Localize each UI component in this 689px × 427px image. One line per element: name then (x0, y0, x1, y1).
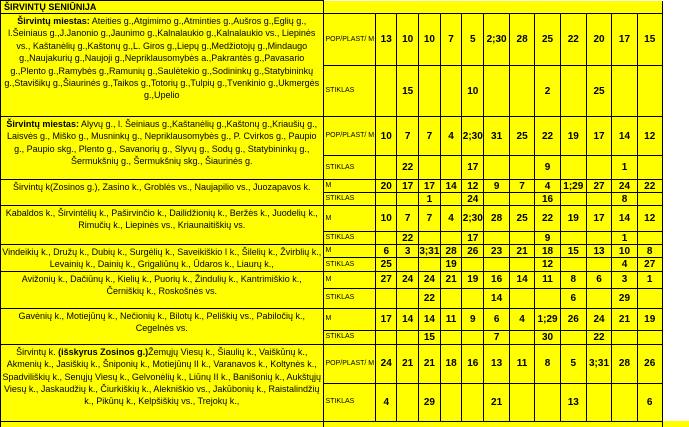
pickup-day-cell[interactable]: 6 (560, 288, 586, 308)
pickup-day-cell[interactable]: 5 (462, 14, 484, 66)
pickup-day-cell[interactable]: 3 (612, 271, 637, 288)
pickup-day-cell[interactable]: 27 (376, 271, 397, 288)
area-description[interactable] (1, 206, 324, 245)
pickup-day-cell[interactable]: 17 (586, 206, 612, 232)
pickup-day-cell[interactable]: 16 (462, 344, 484, 383)
pickup-day-cell[interactable] (560, 193, 586, 206)
pickup-day-cell[interactable]: 24 (612, 180, 637, 193)
pickup-day-cell[interactable]: 25 (509, 117, 534, 156)
pickup-day-cell[interactable]: 25 (586, 66, 612, 117)
pickup-day-cell[interactable] (376, 156, 397, 180)
pickup-day-cell[interactable]: 21 (418, 344, 440, 383)
pickup-day-cell[interactable]: 14 (612, 117, 637, 156)
waste-type-cell[interactable]: STIKLAS (323, 193, 376, 206)
pickup-day-cell[interactable]: 8 (560, 271, 586, 288)
pickup-day-cell[interactable]: 7 (418, 117, 440, 156)
area-description[interactable] (1, 245, 324, 272)
waste-type-cell[interactable]: STIKLAS (323, 330, 376, 344)
pickup-day-cell[interactable]: 4 (509, 308, 534, 330)
waste-type-cell[interactable]: M (323, 180, 376, 193)
pickup-day-cell[interactable]: 7 (397, 117, 418, 156)
pickup-day-cell[interactable] (637, 193, 662, 206)
pickup-day-cell[interactable]: 28 (509, 14, 534, 66)
pickup-day-cell[interactable]: 15 (637, 14, 662, 66)
pickup-day-cell[interactable]: 14 (397, 308, 418, 330)
pickup-day-cell[interactable] (440, 330, 461, 344)
area-description[interactable] (1, 117, 324, 180)
pickup-day-cell[interactable]: 22 (560, 14, 586, 66)
waste-type-cell[interactable]: STIKLAS (323, 66, 376, 117)
pickup-day-cell[interactable] (560, 232, 586, 245)
pickup-day-cell[interactable]: 28 (612, 344, 637, 383)
pickup-day-cell[interactable]: 19 (637, 308, 662, 330)
gap-cell (662, 271, 689, 288)
pickup-day-cell[interactable]: 27 (586, 180, 612, 193)
gap-cell (662, 308, 689, 330)
pickup-day-cell[interactable] (535, 288, 561, 308)
pickup-day-cell[interactable] (440, 232, 461, 245)
pickup-day-cell[interactable]: 7 (440, 14, 461, 66)
pickup-day-cell[interactable] (637, 288, 662, 308)
gap-cell (662, 117, 689, 156)
pickup-day-cell[interactable]: 11 (440, 308, 461, 330)
pickup-day-cell[interactable]: 19 (560, 206, 586, 232)
pickup-day-cell[interactable] (376, 330, 397, 344)
pickup-day-cell[interactable]: 19 (462, 271, 484, 288)
pickup-day-cell[interactable] (484, 232, 510, 245)
pickup-day-cell[interactable]: 1;29 (560, 180, 586, 193)
gap-cell (662, 245, 689, 258)
waste-type-cell[interactable]: STIKLAS (323, 156, 376, 180)
pickup-day-cell[interactable]: 25 (509, 206, 534, 232)
pickup-day-cell[interactable] (509, 156, 534, 180)
pickup-day-cell[interactable]: 7 (397, 206, 418, 232)
pickup-day-cell[interactable]: 10 (376, 206, 397, 232)
pickup-day-cell[interactable]: 22 (397, 232, 418, 245)
pickup-day-cell[interactable] (484, 156, 510, 180)
pickup-day-cell[interactable] (418, 66, 440, 117)
pickup-day-cell[interactable]: 18 (440, 344, 461, 383)
gap-cell (662, 344, 689, 383)
pickup-day-cell[interactable]: 10 (397, 14, 418, 66)
pickup-day-cell[interactable] (509, 383, 534, 421)
pickup-day-cell[interactable] (440, 156, 461, 180)
pickup-day-cell[interactable] (612, 383, 637, 421)
pickup-day-cell[interactable]: 25 (535, 14, 561, 66)
pickup-day-cell[interactable]: 14 (418, 308, 440, 330)
schedule-row (1, 14, 689, 66)
pickup-day-cell[interactable]: 2 (535, 66, 561, 117)
pickup-day-cell[interactable] (560, 330, 586, 344)
schedule-row (1, 117, 689, 156)
pickup-day-cell[interactable]: 4 (535, 180, 561, 193)
area-streets: Alyvų g., l. Šeiniaus g.,Kaštanėlių g.,Kaštonų g.,Kriaušių g., Laisvės g., Miško g., Musninkų g., Nepriklausomybės g., P. Cvirkos g., Paupio g., Paupio skg., Plento g., Savanorių g., Slyvų g., Sodų g., Statybininkų g., Šermukšnių g., Šermukšnių skg., Šiaurinės g. (7, 119, 317, 166)
pickup-day-cell[interactable] (376, 193, 397, 206)
pickup-day-cell[interactable]: 24 (586, 308, 612, 330)
pickup-day-cell[interactable]: 7 (418, 206, 440, 232)
pickup-day-cell[interactable]: 4 (440, 117, 461, 156)
pickup-day-cell[interactable] (418, 258, 440, 271)
pickup-day-cell[interactable] (462, 383, 484, 421)
gap-cell (662, 14, 689, 66)
gap-cell (662, 421, 689, 427)
area-streets: Vindeikių k., Družų k., Dubių k., Surgėlių k., Saveikiškio I k., Šilelių k., Žvirblių k., Levainių k., Dainių k., Grigaliūnų k., Ūdaros k., Liaurų k., (2, 247, 321, 269)
pickup-day-cell[interactable]: 21 (509, 245, 534, 258)
pickup-day-cell[interactable]: 17 (376, 308, 397, 330)
pickup-day-cell[interactable]: 24 (376, 344, 397, 383)
pickup-day-cell[interactable]: 7 (484, 330, 510, 344)
pickup-day-cell[interactable]: 13 (560, 383, 586, 421)
pickup-day-cell[interactable] (637, 156, 662, 180)
pickup-day-cell[interactable] (509, 193, 534, 206)
pickup-day-cell[interactable]: 9 (535, 156, 561, 180)
pickup-day-cell[interactable] (440, 383, 461, 421)
pickup-day-cell[interactable]: 28 (440, 245, 461, 258)
pickup-day-cell[interactable] (509, 288, 534, 308)
pickup-day-cell[interactable]: 19 (560, 117, 586, 156)
next-row-area-cell[interactable] (1, 421, 324, 427)
pickup-day-cell[interactable]: 12 (462, 180, 484, 193)
pickup-day-cell[interactable]: 12 (637, 117, 662, 156)
header-row (1, 1, 689, 14)
pickup-day-cell[interactable]: 5 (560, 344, 586, 383)
pickup-day-cell[interactable]: 4 (440, 206, 461, 232)
pickup-day-cell[interactable]: 1 (637, 271, 662, 288)
pickup-day-cell[interactable]: 12 (535, 258, 561, 271)
pickup-day-cell[interactable]: 14 (612, 206, 637, 232)
pickup-day-cell[interactable] (586, 288, 612, 308)
next-row-partial (1, 421, 689, 427)
pickup-day-cell[interactable] (509, 258, 534, 271)
pickup-day-cell[interactable] (637, 330, 662, 344)
waste-type-cell[interactable]: STIKLAS (323, 232, 376, 245)
pickup-day-cell[interactable] (509, 66, 534, 117)
pickup-day-cell[interactable] (484, 258, 510, 271)
pickup-day-cell[interactable] (586, 232, 612, 245)
pickup-day-cell[interactable] (376, 66, 397, 117)
pickup-day-cell[interactable] (397, 383, 418, 421)
schedule-row (1, 271, 689, 288)
area-description[interactable] (1, 271, 324, 308)
pickup-day-cell[interactable] (509, 232, 534, 245)
pickup-day-cell[interactable]: 26 (637, 344, 662, 383)
gap-cell (662, 258, 689, 271)
pickup-day-cell[interactable]: 11 (509, 344, 534, 383)
pickup-day-cell[interactable]: 30 (535, 330, 561, 344)
pickup-day-cell[interactable] (462, 330, 484, 344)
pickup-day-cell[interactable] (397, 330, 418, 344)
pickup-day-cell[interactable] (612, 66, 637, 117)
pickup-day-cell[interactable] (612, 330, 637, 344)
pickup-day-cell[interactable] (560, 66, 586, 117)
pickup-day-cell[interactable] (440, 193, 461, 206)
gap-cell (662, 180, 689, 193)
waste-type-cell[interactable]: M (323, 271, 376, 288)
pickup-day-cell[interactable]: 24 (418, 271, 440, 288)
pickup-day-cell[interactable]: 26 (462, 245, 484, 258)
schedule-row (1, 344, 689, 383)
area-description[interactable] (1, 308, 324, 344)
pickup-day-cell[interactable] (586, 156, 612, 180)
waste-type-cell[interactable]: POP/PLAST/ M (323, 117, 376, 156)
pickup-day-cell[interactable] (586, 258, 612, 271)
pickup-day-cell[interactable]: 9 (484, 180, 510, 193)
pickup-day-cell[interactable]: 10 (612, 245, 637, 258)
pickup-day-cell[interactable] (484, 193, 510, 206)
gap-cell (662, 330, 689, 344)
pickup-day-cell[interactable] (586, 383, 612, 421)
area-streets: Žemųjų Viesų k., Šiaulių k., Vaiškūnų k., Akmenių k., Jasiškių k., Šniponių k., Motiejūnų II k., Varanavos k., Koltynės k., Spadviliškių k., Senųjų Viesų k., Gelvonėlių k., Liūnų II k., Banišonių k., Aukštųjų Viesų k., Jaskaudžių k., Čiurkiškių k., Alekniškio vs., Jakūbonių k., Raistalindžių k., Pikūnų k., Kelpšiškių vs., Trejokų k., (3, 347, 322, 407)
pickup-day-cell[interactable]: 24 (462, 193, 484, 206)
pickup-day-cell[interactable]: 14 (440, 180, 461, 193)
area-streets: Kabaldos k., Širvintėlių k., Paširvinčio k., Dailidžionių k., Beržės k., Juodelių k., Rimučių k., Liepinės vs., Kriaunaitiškių vs. (6, 208, 318, 230)
pickup-day-cell[interactable]: 8 (637, 245, 662, 258)
pickup-day-cell[interactable]: 12 (637, 206, 662, 232)
pickup-day-cell[interactable]: 3;31 (418, 245, 440, 258)
pickup-day-cell[interactable]: 2;30 (484, 14, 510, 66)
pickup-day-cell[interactable]: 22 (535, 206, 561, 232)
pickup-day-cell[interactable]: 13 (376, 14, 397, 66)
pickup-day-cell[interactable]: 2;30 (462, 117, 484, 156)
gap-cell (662, 232, 689, 245)
pickup-day-cell[interactable] (560, 156, 586, 180)
schedule-row (1, 245, 689, 258)
pickup-day-cell[interactable]: 6 (586, 271, 612, 288)
pickup-day-cell[interactable] (376, 232, 397, 245)
area-description[interactable] (1, 180, 324, 206)
pickup-day-cell[interactable]: 15 (397, 66, 418, 117)
pickup-day-cell[interactable]: 20 (376, 180, 397, 193)
pickup-day-cell[interactable]: 23 (484, 245, 510, 258)
pickup-day-cell[interactable]: 8 (535, 344, 561, 383)
pickup-day-cell[interactable]: 21 (484, 383, 510, 421)
pickup-day-cell[interactable] (509, 330, 534, 344)
pickup-day-cell[interactable] (440, 288, 461, 308)
pickup-day-cell[interactable]: 28 (484, 206, 510, 232)
gap-cell (662, 383, 689, 421)
pickup-day-cell[interactable] (560, 258, 586, 271)
pickup-day-cell[interactable]: 10 (376, 117, 397, 156)
pickup-day-cell[interactable]: 21 (440, 271, 461, 288)
pickup-day-cell[interactable]: 21 (397, 344, 418, 383)
pickup-day-cell[interactable]: 22 (418, 288, 440, 308)
gap-cell (662, 193, 689, 206)
pickup-day-cell[interactable] (586, 193, 612, 206)
pickup-day-cell[interactable]: 22 (586, 330, 612, 344)
area-exclusion-note: (išskyrus Zosinos g.) (58, 347, 148, 357)
waste-type-cell[interactable]: STIKLAS (323, 258, 376, 271)
pickup-day-cell[interactable]: 14 (484, 288, 510, 308)
gap-cell (662, 288, 689, 308)
pickup-day-cell[interactable]: 22 (535, 117, 561, 156)
pickup-day-cell[interactable] (418, 232, 440, 245)
area-description[interactable] (1, 14, 324, 117)
pickup-day-cell[interactable] (535, 383, 561, 421)
pickup-day-cell[interactable] (484, 66, 510, 117)
pickup-day-cell[interactable]: 21 (612, 308, 637, 330)
pickup-day-cell[interactable]: 9 (462, 308, 484, 330)
schedule-row (1, 180, 689, 193)
area-description[interactable] (1, 344, 324, 421)
pickup-day-cell[interactable]: 17 (586, 117, 612, 156)
pickup-day-cell[interactable]: 22 (397, 156, 418, 180)
area-text-before: Širvintų k. (16, 347, 58, 357)
pickup-day-cell[interactable]: 31 (484, 117, 510, 156)
pickup-day-cell[interactable]: 13 (484, 344, 510, 383)
pickup-day-cell[interactable]: 14 (509, 271, 534, 288)
pickup-day-cell[interactable] (397, 193, 418, 206)
pickup-day-cell[interactable]: 13 (586, 245, 612, 258)
gap-cell (662, 156, 689, 180)
header-filler (323, 1, 662, 14)
pickup-day-cell[interactable] (376, 288, 397, 308)
pickup-day-cell[interactable]: 6 (637, 383, 662, 421)
waste-type-cell[interactable]: M (323, 245, 376, 258)
pickup-day-cell[interactable]: 1;29 (535, 308, 561, 330)
pickup-day-cell[interactable]: 3 (397, 245, 418, 258)
waste-type-cell[interactable]: M (323, 308, 376, 330)
pickup-day-cell[interactable] (397, 258, 418, 271)
pickup-day-cell[interactable]: 10 (418, 14, 440, 66)
area-streets: Ateities g.,Atgimimo g.,Atminties g.,Aušros g.,Eglių g., l.Šeiniaus g.,J.Janonio g.,Jaunimo g.,Kalnalaukio g.,Kalnalaukio vs., Liepinės vs., Kaštanėlių g.,Kaštonų g.,L. Giros g.,Liepų g.,Medžiotojų g.,Mindaugo g.,Naujakurių g.,Naujoji g.,Nepriklausomybės a.,Pakrantės g.,Pavasario g.,Plento g.,Ramybės g.,Ramunių g.,Saulėtekio g.,Sodininkų g.,Statybininkų g.,Stavišikų g.,Šiaurinės g.,Taikos g.,Totorių g.,Tulpių g.,Tvenkinio g.,Ukmergės g.,Upelio (4, 16, 319, 100)
gap-cell (662, 1, 689, 14)
district-title[interactable]: ŠIRVINTŲ SENIŪNIJA (1, 1, 324, 14)
pickup-day-cell[interactable]: 1 (612, 232, 637, 245)
pickup-day-cell[interactable]: 17 (612, 14, 637, 66)
pickup-day-cell[interactable]: 16 (484, 271, 510, 288)
pickup-day-cell[interactable]: 15 (418, 330, 440, 344)
area-streets: Gavėnių k., Motiejūnų k., Nečionių k., Bilotų k., Peliškių vs., Pabiločių k., Cegelnės vs. (18, 311, 305, 333)
pickup-day-cell[interactable]: 4 (612, 258, 637, 271)
waste-type-cell[interactable]: POP/PLAST/ M (323, 344, 376, 383)
pickup-day-cell[interactable]: 27 (637, 258, 662, 271)
waste-type-cell[interactable]: POP/PLAST/ M (323, 14, 376, 66)
area-streets: Avižonių k., Dačiūnų k., Kielių k., Puorių k., Žindulių k., Kantrimiškio k., Černiškių k., Roskošnės vs. (22, 274, 302, 296)
pickup-day-cell[interactable]: 11 (535, 271, 561, 288)
pickup-day-cell[interactable]: 7 (509, 180, 534, 193)
next-row-values-cell[interactable] (323, 421, 662, 427)
pickup-day-cell[interactable]: 16 (535, 193, 561, 206)
gap-cell (662, 66, 689, 117)
pickup-day-cell[interactable]: 29 (612, 288, 637, 308)
pickup-day-cell[interactable]: 25 (376, 258, 397, 271)
area-streets: Širvintų k(Zosinos g.), Zasino k., Groblės vs., Naujapilio vs., Juozapavos k. (13, 182, 311, 192)
pickup-day-cell[interactable]: 19 (440, 258, 461, 271)
pickup-day-cell[interactable] (418, 156, 440, 180)
gap-cell (662, 206, 689, 232)
pickup-day-cell[interactable]: 17 (462, 232, 484, 245)
pickup-day-cell[interactable] (397, 288, 418, 308)
pickup-day-cell[interactable] (440, 66, 461, 117)
pickup-day-cell[interactable] (462, 288, 484, 308)
pickup-day-cell[interactable]: 10 (462, 66, 484, 117)
pickup-day-cell[interactable]: 1 (612, 156, 637, 180)
pickup-day-cell[interactable]: 1 (418, 193, 440, 206)
waste-type-cell[interactable]: STIKLAS (323, 383, 376, 421)
waste-type-cell[interactable]: M (323, 206, 376, 232)
pickup-day-cell[interactable]: 4 (376, 383, 397, 421)
pickup-day-cell[interactable]: 3;31 (586, 344, 612, 383)
pickup-day-cell[interactable] (637, 232, 662, 245)
area-prefix: Širvintų miestas: (6, 119, 79, 129)
schedule-row (1, 308, 689, 330)
pickup-day-cell[interactable]: 17 (397, 180, 418, 193)
schedule-row (1, 206, 689, 232)
waste-type-cell[interactable]: STIKLAS (323, 288, 376, 308)
pickup-day-cell[interactable]: 15 (560, 245, 586, 258)
pickup-day-cell[interactable]: 26 (560, 308, 586, 330)
pickup-day-cell[interactable]: 6 (376, 245, 397, 258)
pickup-day-cell[interactable]: 20 (586, 14, 612, 66)
pickup-day-cell[interactable]: 2;30 (462, 206, 484, 232)
pickup-day-cell[interactable]: 22 (637, 180, 662, 193)
pickup-day-cell[interactable] (637, 66, 662, 117)
pickup-day-cell[interactable]: 9 (535, 232, 561, 245)
area-prefix: Širvintų miestas: (17, 16, 90, 26)
pickup-day-cell[interactable]: 29 (418, 383, 440, 421)
pickup-day-cell[interactable]: 8 (612, 193, 637, 206)
pickup-day-cell[interactable] (462, 258, 484, 271)
pickup-day-cell[interactable]: 18 (535, 245, 561, 258)
pickup-day-cell[interactable]: 17 (418, 180, 440, 193)
pickup-day-cell[interactable]: 17 (462, 156, 484, 180)
pickup-day-cell[interactable]: 6 (484, 308, 510, 330)
pickup-day-cell[interactable]: 24 (397, 271, 418, 288)
